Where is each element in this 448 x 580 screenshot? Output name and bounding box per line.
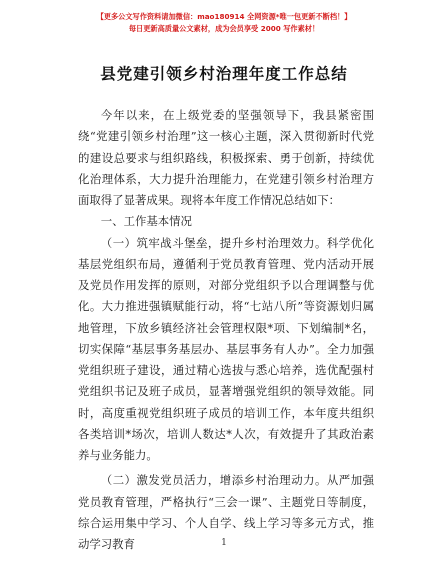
page-number: 1: [221, 538, 227, 548]
promo-line-1: 【更多公文写作资料请加微信：mao180914 全网资源*唯一包更新不断档！】: [96, 12, 352, 21]
document-title: 县党建引领乡村治理年度工作总结: [100, 65, 348, 83]
promo-line-2: 每日更新高质量公文素材，成为会员享受 2000 写作素材！: [128, 24, 320, 33]
document-body: [78, 105, 374, 555]
section-heading: 一、工作基本情况: [100, 214, 192, 229]
intro-paragraph: 今年以来，在上级党委的坚强领导下，我县紧密围绕“党建引领乡村治理”这一核心主题，深入贯彻新时代党的建设总要求与组织路线，积极探索、勇于创新，持续优化治理体系，大力提升治理能力，在党建引领乡村治理方面取得了显著成果。现将本年度工作情况总结如下：: [78, 108, 374, 207]
body-paragraph-2: （二）激发党员活力，增添乡村治理动力。从严加强党员教育管理，严格执行“三会一课”、主题党日等制度，综合运用集中学习、个人自学、线上学习等多元方式，推动学习教育: [78, 473, 374, 551]
body-paragraph-1: （一）筑牢战斗堡垒，提升乡村治理效力。科学优化基层党组织布局，遵循利于党员教育管理、党内活动开展及党员作用发挥的原则，对部分党组织予以合理调整与优化。大力推进强镇赋能行动，将“七站八所”等资源划归属地管理，下放乡镇经济社会管理权限*项、下划编制*名，切实保障“基层事务基层办、基层事务有人办”。全力加强党组织班子建设，通过精心选拔与悉心培养，选优配强村党组织书记及班子成员，显著增强党组织的领导效能。同时，高度重视党组织班子成员的培训工作，本年度共组织各类培训*场次，培训人数达*人次，有效提升了其政治素养与业务能力。: [78, 235, 374, 462]
